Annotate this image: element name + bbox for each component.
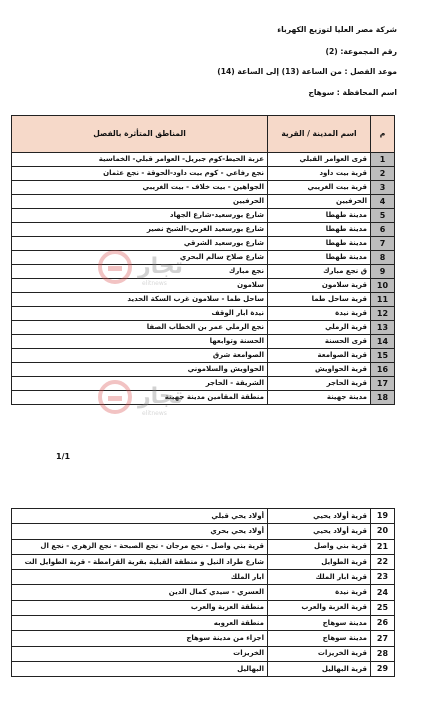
row-areas: شارع بورسعيد الغربي-الشيخ نصير (12, 223, 268, 237)
table-row (12, 195, 395, 209)
row-city: مدينة جهينة (268, 391, 371, 405)
row-city: قرية الصوامعة (268, 349, 371, 363)
row-areas: الجواهين - بيت خلاف - بيت الغريبي (12, 181, 268, 195)
row-city: قرية أولاد يحيي (268, 509, 371, 524)
row-areas: منطقة العزبة والعرب (12, 600, 268, 615)
schedule-table-page2 (11, 508, 395, 677)
row-number: 21 (371, 539, 395, 554)
row-city: قرية العزبة والعرب (268, 600, 371, 615)
table-row (12, 661, 395, 676)
row-number: 28 (371, 646, 395, 661)
row-city: قرية بيت داود (268, 167, 371, 181)
company-name: شركة مصر العليا لتوزيع الكهرباء (277, 25, 397, 34)
row-areas: الحواويش والسلاموني (12, 363, 268, 377)
row-areas: قرية بني واصل - نجع مرجان - نجع الصبحة - نجع الزهري - نجع ال (12, 539, 268, 554)
table-row (12, 570, 395, 585)
row-number: 24 (371, 585, 395, 600)
row-number: 18 (371, 391, 395, 405)
row-number: 14 (371, 335, 395, 349)
row-areas: شارع طراد النيل و منطقة القبلية بقرية القرامطة - قرية الطوايل الت (12, 554, 268, 569)
row-number: 22 (371, 554, 395, 569)
row-city: قرية الحاجر (268, 377, 371, 391)
row-number: 9 (371, 265, 395, 279)
row-city: قرية بيت الغريبي (268, 181, 371, 195)
row-areas: منطقة العروبه (12, 616, 268, 631)
row-number: 6 (371, 223, 395, 237)
row-city: قرية الطوايل (268, 554, 371, 569)
cutoff-time: موعد الفصل : من الساعة (13) إلى الساعة (14) (217, 67, 397, 76)
row-number: 17 (371, 377, 395, 391)
row-areas: الحرفيين (12, 195, 268, 209)
row-areas: نجع مبارك (12, 265, 268, 279)
row-number: 1 (371, 153, 395, 167)
row-city: ق نجع مبارك (268, 265, 371, 279)
row-areas: اجزاء من مدينة سوهاج (12, 631, 268, 646)
table-row (12, 335, 395, 349)
row-number: 3 (371, 181, 395, 195)
row-areas: عزبة الحيط-كوم جبريل- العوامر قبلي- الخماسية (12, 153, 268, 167)
table-row (12, 293, 395, 307)
row-areas: الشريقة - الحاجر (12, 377, 268, 391)
row-areas: الصوامعة شرق (12, 349, 268, 363)
row-city: قرية نيدة (268, 585, 371, 600)
watermark-brand: تجار (138, 254, 184, 279)
column-header-number: م (371, 116, 395, 153)
row-city: مدينة طهطا (268, 237, 371, 251)
table-row (12, 251, 395, 265)
watermark-brand: تجار (138, 384, 184, 409)
row-areas: سلامون (12, 279, 268, 293)
table-row (12, 585, 395, 600)
row-areas: البهاليل (12, 661, 268, 676)
row-city: مدينة سوهاج (268, 616, 371, 631)
column-header-areas: المناطق المتأثرة بالفصل (12, 116, 268, 153)
table-row (12, 539, 395, 554)
watermark-site: elitnews (142, 410, 167, 417)
table-row (12, 181, 395, 195)
table-row (12, 391, 395, 405)
row-number: 23 (371, 570, 395, 585)
row-areas: أولاد يحي بحري (12, 524, 268, 539)
row-number: 11 (371, 293, 395, 307)
row-city: الحرفيين (268, 195, 371, 209)
row-city: قرية الرملي (268, 321, 371, 335)
row-city: قرية الخريزات (268, 646, 371, 661)
row-number: 26 (371, 616, 395, 631)
group-number: رقم المجموعة: (2) (325, 47, 397, 56)
table-row (12, 223, 395, 237)
row-city: قرية ابار الملك (268, 570, 371, 585)
row-number: 7 (371, 237, 395, 251)
row-areas: شارع بورسعيد-شارع الجهاد (12, 209, 268, 223)
row-number: 5 (371, 209, 395, 223)
table-row (12, 509, 395, 524)
page-number: 1/1 (56, 452, 71, 461)
row-areas: العسري - سيدي كمال الدين (12, 585, 268, 600)
row-areas: منطقة المقامين مدينة جهينة (12, 391, 268, 405)
row-areas: شارع صلاح سالم البحري (12, 251, 268, 265)
table-row (12, 167, 395, 181)
table-row (12, 616, 395, 631)
row-areas: ساحل طما - سلامون غرب السكة الحديد (12, 293, 268, 307)
row-number: 15 (371, 349, 395, 363)
row-areas: الحسنة وتوابعها (12, 335, 268, 349)
row-city: مدينة طهطا (268, 209, 371, 223)
row-areas: أولاد يحي قبلي (12, 509, 268, 524)
row-city: مدينة سوهاج (268, 631, 371, 646)
row-number: 12 (371, 307, 395, 321)
table-row (12, 209, 395, 223)
row-city: قرية ساحل طما (268, 293, 371, 307)
row-number: 13 (371, 321, 395, 335)
table-row (12, 307, 395, 321)
table-row (12, 363, 395, 377)
row-city: قرى الحسنة (268, 335, 371, 349)
table-row (12, 631, 395, 646)
table-row (12, 554, 395, 569)
table-row (12, 600, 395, 615)
row-number: 2 (371, 167, 395, 181)
table-row (12, 279, 395, 293)
row-number: 27 (371, 631, 395, 646)
row-city: قرية سلامون (268, 279, 371, 293)
row-number: 10 (371, 279, 395, 293)
row-number: 19 (371, 509, 395, 524)
row-number: 4 (371, 195, 395, 209)
row-city: قرية نيدة (268, 307, 371, 321)
table-row (12, 646, 395, 661)
table-row (12, 377, 395, 391)
row-areas: نيدة ابار الوقف (12, 307, 268, 321)
row-areas: نجع رفاعي - كوم بيت داود-الحوقة - نجع عثمان (12, 167, 268, 181)
governorate-name: اسم المحافظة : سوهاج (308, 88, 397, 97)
row-city: مدينة طهطا (268, 251, 371, 265)
row-city: قرية البهاليل (268, 661, 371, 676)
table-row (12, 524, 395, 539)
column-header-city: اسم المدينة / القرية (268, 116, 371, 153)
watermark-site: elitnews (142, 280, 167, 287)
row-number: 29 (371, 661, 395, 676)
row-number: 8 (371, 251, 395, 265)
table-row (12, 321, 395, 335)
row-city: قرى العوامر القبلي (268, 153, 371, 167)
row-city: قرية أولاد يحيي (268, 524, 371, 539)
row-city: قرية بني واصل (268, 539, 371, 554)
row-areas: نجع الرملي عمر بن الخطاب الصفا (12, 321, 268, 335)
row-areas: ابار الملك (12, 570, 268, 585)
row-number: 25 (371, 600, 395, 615)
table-header-row (12, 116, 395, 153)
table-row (12, 237, 395, 251)
row-number: 16 (371, 363, 395, 377)
table-row (12, 265, 395, 279)
table-row (12, 153, 395, 167)
document-header (17, 24, 397, 98)
schedule-table-page1 (11, 115, 395, 405)
row-number: 20 (371, 524, 395, 539)
row-city: قرية الحواويش (268, 363, 371, 377)
row-areas: الخريزات (12, 646, 268, 661)
row-areas: شارع بورسعيد الشرقي (12, 237, 268, 251)
row-city: مدينة طهطا (268, 223, 371, 237)
table-row (12, 349, 395, 363)
